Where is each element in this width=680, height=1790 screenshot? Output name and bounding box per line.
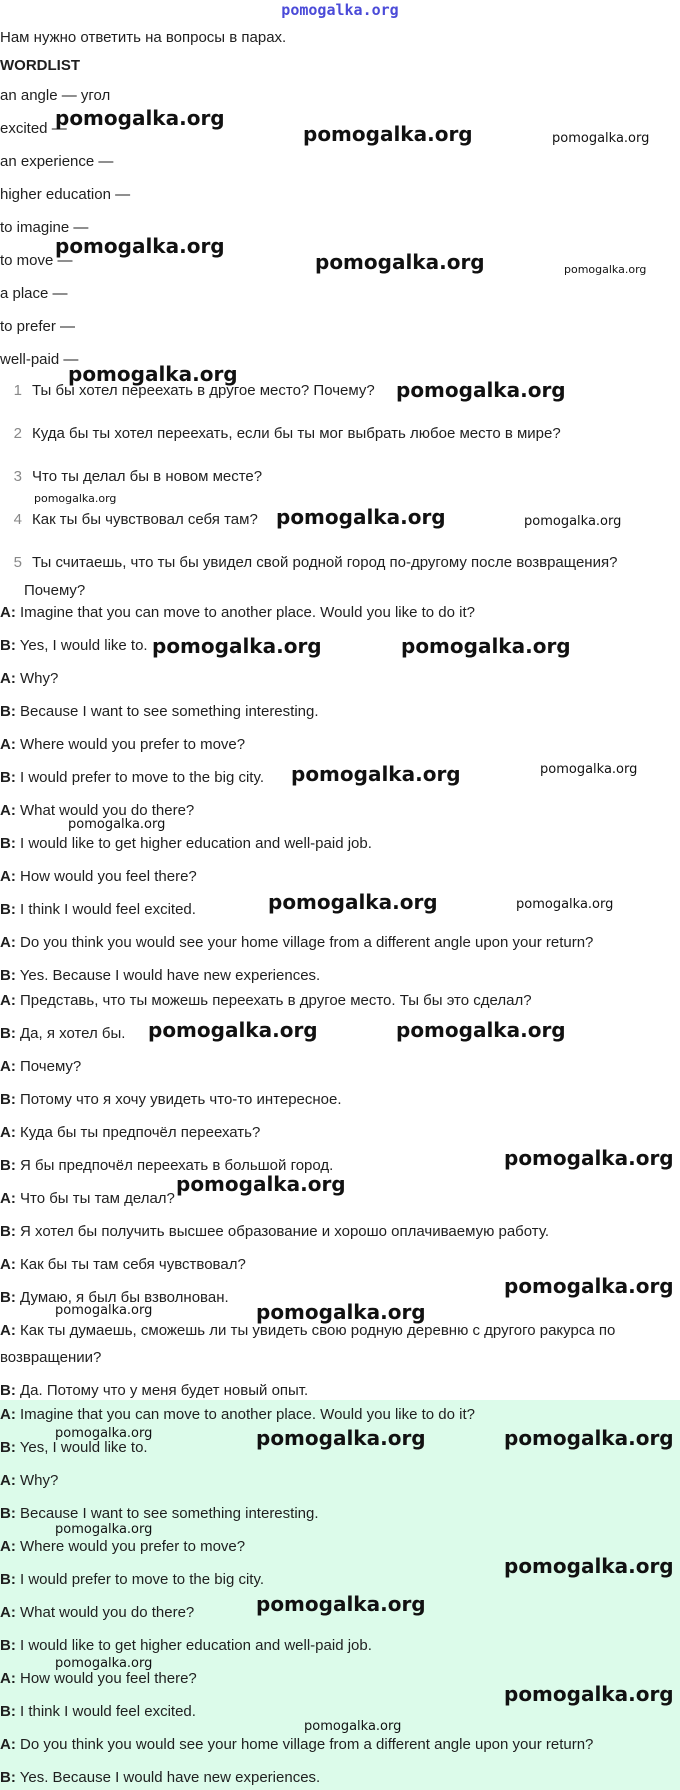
speaker-label: A: (0, 802, 16, 819)
dialogue-line (0, 868, 197, 885)
watermark-text: pomogalka.org (34, 492, 117, 505)
dialogue-line (0, 1439, 148, 1456)
line-text: Как бы ты там себя чувствовал? (20, 1256, 246, 1273)
dialogue-line (0, 1382, 308, 1399)
line-text: Yes, I would like to. (19, 1439, 148, 1456)
speaker-label: A: (0, 1472, 16, 1489)
question-number: 1 (13, 382, 22, 399)
line-text: Why? (20, 1472, 59, 1489)
dialogue-line (0, 1472, 58, 1489)
speaker-label: A: (0, 1322, 16, 1339)
wordlist-item: a place — (0, 285, 68, 302)
speaker-label: B: (0, 1505, 16, 1522)
speaker-label: B: (0, 1769, 16, 1786)
line-text: Do you think you would see your home village from a different angle upon your return? (20, 934, 594, 951)
watermark-text: pomogalka.org (152, 634, 322, 658)
watermark-text: pomogalka.org (55, 234, 225, 258)
watermark-text: pomogalka.org (55, 1426, 153, 1441)
line-text: Why? (20, 670, 59, 687)
line-text: How would you feel there? (20, 868, 197, 885)
question-number: 5 (13, 554, 22, 571)
line-text: Imagine that you can move to another place. Would you like to do it? (20, 1406, 475, 1423)
watermark-text: pomogalka.org (504, 1146, 674, 1170)
dialogue-line (0, 1538, 245, 1555)
dialogue-line (0, 1505, 319, 1522)
line-text: Because I want to see something interesting. (20, 703, 319, 720)
line-text: I would like to get higher education and well-paid job. (20, 1637, 372, 1654)
line-text: Почему? (20, 1058, 82, 1075)
speaker-label: B: (0, 1025, 16, 1042)
watermark-text: pomogalka.org (524, 514, 622, 529)
question-text-continued: Почему? (24, 582, 86, 599)
speaker-label: A: (0, 934, 16, 951)
dialogue-line (0, 1406, 475, 1423)
speaker-label: B: (0, 1571, 16, 1588)
speaker-label: B: (0, 1157, 16, 1174)
question-number: 2 (13, 425, 22, 442)
line-text: Представь, что ты можешь переехать в другое место. Ты бы это сделал? (20, 992, 532, 1009)
watermark-text: pomogalka.org (256, 1300, 426, 1324)
line-text: Потому что я хочу увидеть что-то интересное. (20, 1091, 342, 1108)
dialogue-line (0, 835, 372, 852)
dialogue-line (0, 703, 319, 720)
wordlist-item: to prefer — (0, 318, 76, 335)
line-text: I would prefer to move to the big city. (20, 769, 265, 786)
question-text: Как ты бы чувствовал себя там? (32, 511, 258, 528)
speaker-label: A: (0, 1058, 16, 1075)
line-text: I would like to get higher education and well-paid job. (20, 835, 372, 852)
dialogue-line (0, 604, 475, 621)
wordlist-item: excited — (0, 120, 67, 137)
line-text: Do you think you would see your home village from a different angle upon your return? (20, 1736, 594, 1753)
speaker-label: B: (0, 703, 16, 720)
dialogue-line (0, 670, 58, 687)
line-text: Yes. Because I would have new experiences. (19, 967, 321, 984)
line-text: Yes, I would like to. (19, 637, 148, 654)
line-text: Yes. Because I would have new experiences. (19, 1769, 321, 1786)
watermark-text: pomogalka.org (55, 1522, 153, 1537)
watermark-text: pomogalka.org (55, 106, 225, 130)
watermark-text: pomogalka.org (276, 505, 446, 529)
line-text: Думаю, я был бы взволнован. (20, 1289, 229, 1306)
watermark-text: pomogalka.org (176, 1172, 346, 1196)
site-header-link[interactable]: pomogalka.org (281, 1, 399, 19)
wordlist-item: to imagine — (0, 219, 89, 236)
line-text: I think I would feel excited. (20, 901, 196, 918)
line-text-continued: возвращении? (0, 1349, 102, 1366)
watermark-text: pomogalka.org (401, 634, 571, 658)
watermark-text: pomogalka.org (504, 1274, 674, 1298)
speaker-label: A: (0, 1736, 16, 1753)
watermark-text: pomogalka.org (516, 897, 614, 912)
speaker-label: B: (0, 1091, 16, 1108)
watermark-text: pomogalka.org (304, 1719, 402, 1734)
dialogue-line (0, 1769, 320, 1786)
speaker-label: B: (0, 1703, 16, 1720)
speaker-label: B: (0, 901, 16, 918)
question-text: Что ты делал бы в новом месте? (32, 468, 263, 485)
dialogue-line (0, 769, 264, 786)
question-text: Куда бы ты хотел переехать, если бы ты мог выбрать любое место в мире? (32, 425, 561, 442)
line-text: Что бы ты там делал? (20, 1190, 175, 1207)
speaker-label: A: (0, 670, 16, 687)
speaker-label: A: (0, 868, 16, 885)
speaker-label: A: (0, 1406, 16, 1423)
dialogue-line (0, 1223, 549, 1240)
speaker-label: A: (0, 1604, 16, 1621)
line-text: Куда бы ты предпочёл переехать? (20, 1124, 261, 1141)
speaker-label: B: (0, 835, 16, 852)
dialogue-line (0, 1256, 246, 1273)
speaker-label: B: (0, 967, 16, 984)
line-text: I think I would feel excited. (20, 1703, 196, 1720)
watermark-text: pomogalka.org (256, 1592, 426, 1616)
line-text: How would you feel there? (20, 1670, 197, 1687)
question-number: 4 (13, 511, 22, 528)
speaker-label: B: (0, 1382, 16, 1399)
wordlist-item: an experience — (0, 153, 114, 170)
dialogue-line (0, 967, 320, 984)
line-text: What would you do there? (20, 802, 195, 819)
watermark-text: pomogalka.org (396, 378, 566, 402)
dialogue-line (0, 1322, 615, 1339)
watermark-text: pomogalka.org (68, 362, 238, 386)
speaker-label: B: (0, 1223, 16, 1240)
line-text: What would you do there? (20, 1604, 195, 1621)
question-text: Ты бы хотел переехать в другое место? Почему? (32, 382, 375, 399)
speaker-label: B: (0, 1637, 16, 1654)
watermark-text: pomogalka.org (68, 817, 166, 832)
dialogue-line (0, 1058, 81, 1075)
dialogue-line (0, 1703, 196, 1720)
watermark-text: pomogalka.org (552, 131, 650, 146)
dialogue-line (0, 1571, 264, 1588)
wordlist-item: to move — (0, 252, 73, 269)
speaker-label: B: (0, 1439, 16, 1456)
line-text: Because I want to see something interesting. (20, 1505, 319, 1522)
line-text: Я бы предпочёл переехать в большой город. (20, 1157, 334, 1174)
dialogue-line (0, 637, 148, 654)
dialogue-line (0, 934, 593, 951)
line-text: Where would you prefer to move? (20, 1538, 246, 1555)
watermark-text: pomogalka.org (504, 1426, 674, 1450)
dialogue-line (0, 992, 532, 1009)
line-text: Как ты думаешь, сможешь ли ты увидеть свою родную деревню с другого ракурса по (20, 1322, 616, 1339)
wordlist-item: higher education — (0, 186, 131, 203)
speaker-label: A: (0, 1670, 16, 1687)
line-text: Where would you prefer to move? (20, 736, 246, 753)
wordlist-item: well-paid — (0, 351, 79, 368)
line-text: Я хотел бы получить высшее образование и хорошо оплачиваемую работу. (20, 1223, 549, 1240)
wordlist-item: an angle — угол (0, 87, 111, 104)
watermark-text: pomogalka.org (564, 263, 647, 276)
watermark-text: pomogalka.org (396, 1018, 566, 1042)
speaker-label: B: (0, 637, 16, 654)
wordlist-heading: WORDLIST (0, 57, 80, 74)
dialogue-line (0, 1025, 125, 1042)
watermark-text: pomogalka.org (315, 250, 485, 274)
speaker-label: A: (0, 992, 16, 1009)
watermark-text: pomogalka.org (148, 1018, 318, 1042)
speaker-label: A: (0, 1190, 16, 1207)
speaker-label: A: (0, 1256, 16, 1273)
watermark-text: pomogalka.org (291, 762, 461, 786)
dialogue-line (0, 1670, 197, 1687)
dialogue-line (0, 1604, 194, 1621)
line-text: Imagine that you can move to another place. Would you like to do it? (20, 604, 475, 621)
dialogue-line (0, 901, 196, 918)
speaker-label: A: (0, 604, 16, 621)
speaker-label: A: (0, 736, 16, 753)
speaker-label: B: (0, 1289, 16, 1306)
watermark-text: pomogalka.org (540, 762, 638, 777)
question-number: 3 (13, 468, 22, 485)
dialogue-line (0, 1190, 175, 1207)
dialogue-line (0, 1124, 260, 1141)
dialogue-line (0, 1091, 342, 1108)
speaker-label: B: (0, 769, 16, 786)
line-text: I would prefer to move to the big city. (20, 1571, 265, 1588)
watermark-text: pomogalka.org (303, 122, 473, 146)
line-text: Да, я хотел бы. (20, 1025, 126, 1042)
dialogue-line (0, 1637, 372, 1654)
dialogue-line (0, 1736, 593, 1753)
speaker-label: A: (0, 1538, 16, 1555)
watermark-text: pomogalka.org (55, 1303, 153, 1318)
watermark-text: pomogalka.org (256, 1426, 426, 1450)
question-text: Ты считаешь, что ты бы увидел свой родной город по-другому после возвращения? (32, 554, 618, 571)
speaker-label: A: (0, 1124, 16, 1141)
line-text: Да. Потому что у меня будет новый опыт. (20, 1382, 309, 1399)
watermark-text: pomogalka.org (504, 1682, 674, 1706)
dialogue-line (0, 736, 245, 753)
watermark-text: pomogalka.org (504, 1554, 674, 1578)
watermark-text: pomogalka.org (268, 890, 438, 914)
watermark-text: pomogalka.org (55, 1656, 153, 1671)
intro-text: Нам нужно ответить на вопросы в парах. (0, 29, 287, 46)
